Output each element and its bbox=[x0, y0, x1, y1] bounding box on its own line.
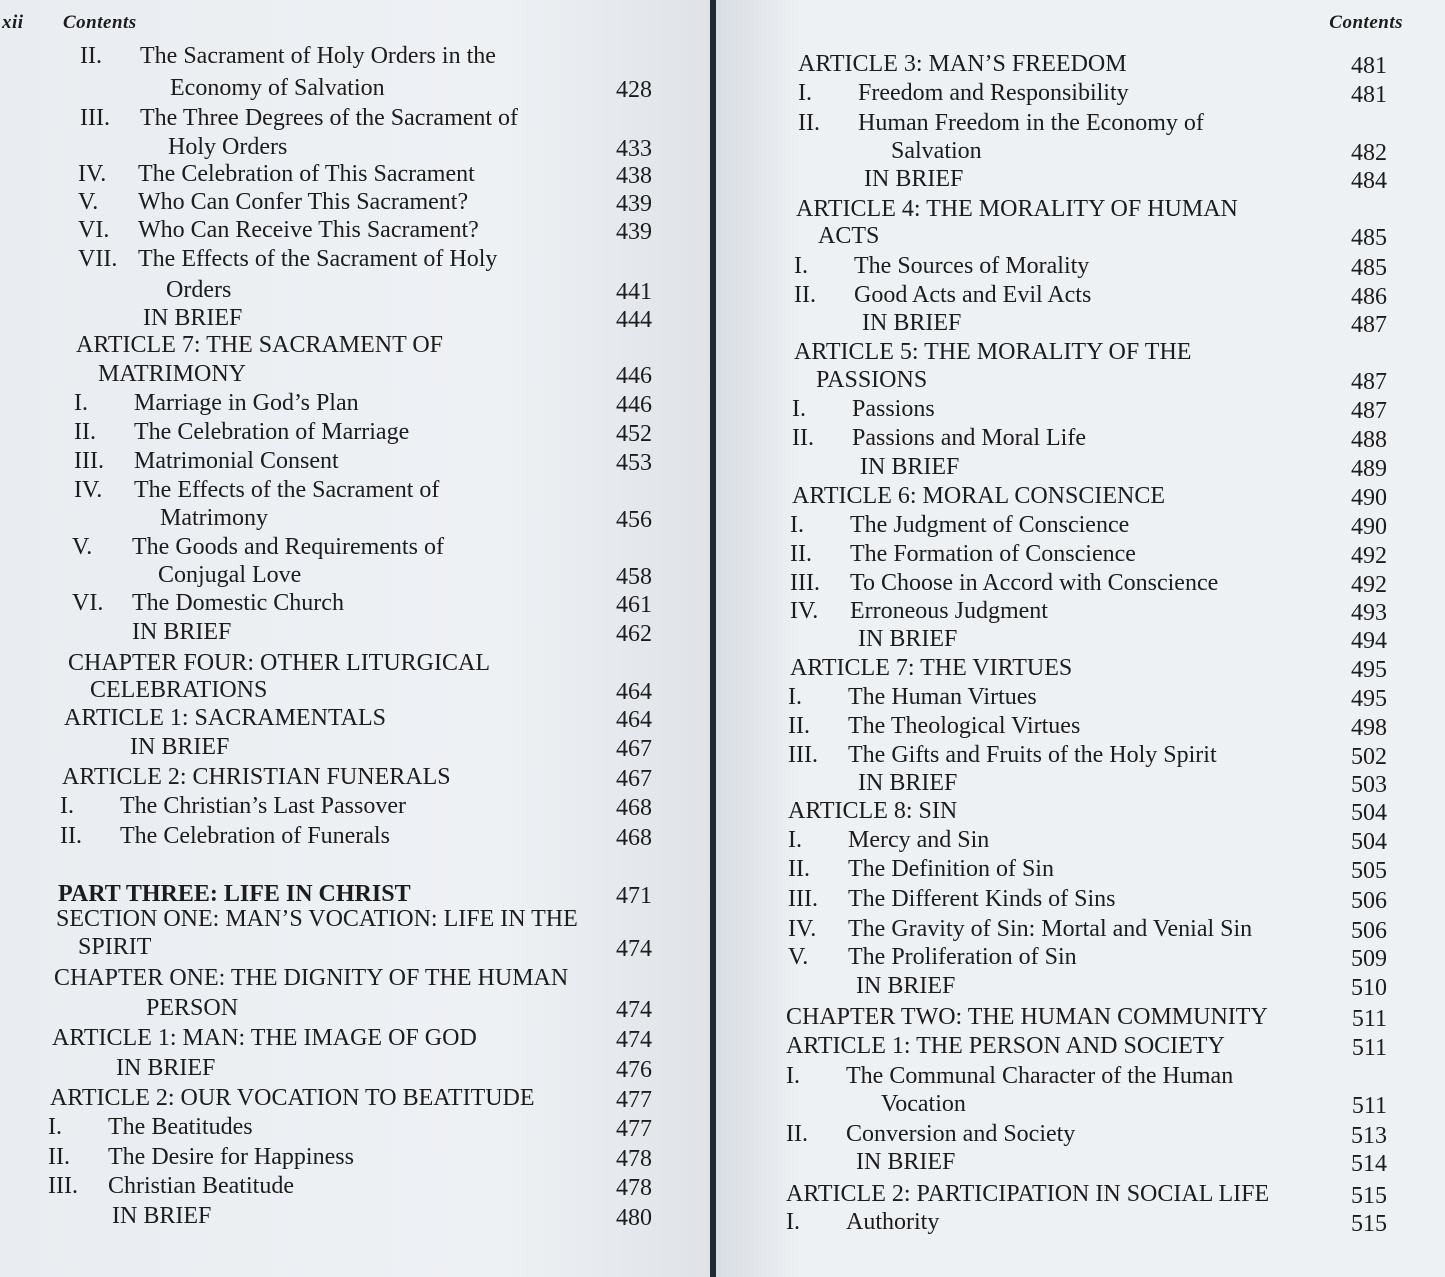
toc-page-number: 464 bbox=[616, 707, 652, 733]
toc-entry bbox=[170, 74, 385, 102]
toc-page-number: 511 bbox=[1351, 1093, 1387, 1119]
toc-page-number: 487 bbox=[1351, 369, 1387, 395]
toc-page-number: 476 bbox=[616, 1057, 652, 1083]
toc-page-number: 439 bbox=[616, 219, 652, 245]
toc-roman-numeral: III. bbox=[74, 448, 104, 474]
toc-roman-numeral: I. bbox=[60, 793, 74, 819]
toc-entry bbox=[76, 331, 443, 359]
toc-page-number: 485 bbox=[1351, 225, 1387, 251]
toc-entry-title: Christian Beatitude bbox=[108, 1173, 294, 1199]
toc-entry bbox=[860, 453, 959, 481]
toc-entry-title: PASSIONS bbox=[816, 367, 928, 393]
toc-page-number: 488 bbox=[1351, 427, 1387, 453]
toc-entry-title: ARTICLE 6: MORAL CONSCIENCE bbox=[792, 483, 1166, 509]
running-head: Contents bbox=[63, 12, 137, 33]
toc-page-number: 474 bbox=[616, 1027, 652, 1053]
toc-page-number: 438 bbox=[616, 163, 652, 189]
toc-roman-numeral: V. bbox=[788, 944, 809, 970]
toc-entry-title: Passions and Moral Life bbox=[852, 425, 1086, 451]
toc-page-number: 446 bbox=[616, 363, 652, 389]
toc-roman-numeral: III. bbox=[80, 105, 110, 131]
toc-entry-title: Conjugal Love bbox=[158, 562, 302, 588]
toc-entry-title: The Different Kinds of Sins bbox=[848, 886, 1116, 912]
toc-page-number: 495 bbox=[1351, 686, 1387, 712]
toc-entry bbox=[790, 597, 1048, 625]
toc-entry-title: The Sacrament of Holy Orders in the bbox=[140, 43, 496, 69]
toc-entry bbox=[48, 1172, 294, 1200]
toc-page-number: 514 bbox=[1351, 1151, 1387, 1177]
toc-entry bbox=[143, 304, 242, 332]
toc-page-number: 433 bbox=[616, 136, 652, 162]
toc-entry-title: ARTICLE 2: CHRISTIAN FUNERALS bbox=[62, 764, 451, 790]
toc-page-number: 510 bbox=[1351, 975, 1387, 1001]
toc-entry bbox=[788, 943, 1077, 971]
toc-page-number: 468 bbox=[616, 825, 652, 851]
toc-entry-title: The Beatitudes bbox=[108, 1114, 253, 1140]
toc-page-number: 481 bbox=[1351, 53, 1387, 79]
toc-entry bbox=[786, 1208, 939, 1236]
toc-entry-title: CELEBRATIONS bbox=[90, 677, 268, 703]
toc-entry-title: Marriage in God’s Plan bbox=[134, 390, 359, 416]
toc-page-number: 482 bbox=[1351, 140, 1387, 166]
toc-page-number: 513 bbox=[1351, 1123, 1387, 1149]
toc-entry-title: IN BRIEF bbox=[860, 454, 960, 480]
toc-entry-title: The Judgment of Conscience bbox=[850, 512, 1130, 538]
toc-entry-title: Erroneous Judgment bbox=[850, 598, 1048, 624]
toc-entry bbox=[792, 424, 1086, 452]
toc-entry bbox=[78, 245, 497, 273]
toc-entry-title: Matrimonial Consent bbox=[134, 448, 339, 474]
toc-roman-numeral: II. bbox=[798, 110, 820, 136]
toc-page-number: 480 bbox=[616, 1205, 652, 1231]
toc-page-number: 494 bbox=[1351, 628, 1387, 654]
toc-entry bbox=[132, 618, 231, 646]
toc-entry bbox=[166, 276, 231, 304]
toc-page-number: 477 bbox=[616, 1116, 652, 1142]
toc-page-number: 502 bbox=[1351, 744, 1387, 770]
toc-page-number: 467 bbox=[616, 766, 652, 792]
toc-entry bbox=[146, 994, 238, 1022]
toc-entry bbox=[74, 447, 339, 475]
toc-entry-title: Mercy and Sin bbox=[848, 827, 990, 853]
toc-entry-title: PART THREE: LIFE IN CHRIST bbox=[58, 881, 411, 907]
toc-entry-title: Salvation bbox=[891, 138, 982, 164]
toc-entry-title: The Gifts and Fruits of the Holy Spirit bbox=[848, 742, 1217, 768]
toc-roman-numeral: VII. bbox=[78, 246, 118, 272]
toc-page-number: 464 bbox=[616, 679, 652, 705]
toc-entry-title: Human Freedom in the Economy of bbox=[858, 110, 1204, 136]
toc-entry-title: IN BRIEF bbox=[862, 310, 962, 336]
toc-page-number: 505 bbox=[1351, 858, 1387, 884]
toc-page-number: 504 bbox=[1351, 800, 1387, 826]
toc-page-number: 478 bbox=[616, 1175, 652, 1201]
toc-entry bbox=[78, 160, 475, 188]
toc-roman-numeral: I. bbox=[790, 512, 804, 538]
toc-entry-title: ARTICLE 7: THE SACRAMENT OF bbox=[76, 332, 444, 358]
toc-entry-title: SPIRIT bbox=[78, 934, 152, 960]
toc-entry bbox=[788, 915, 1252, 943]
toc-entry-title: CHAPTER ONE: THE DIGNITY OF THE HUMAN bbox=[54, 965, 569, 991]
toc-entry bbox=[52, 1024, 477, 1052]
toc-roman-numeral: I. bbox=[48, 1114, 62, 1140]
toc-roman-numeral: IV. bbox=[78, 161, 107, 187]
toc-entry bbox=[90, 676, 267, 704]
toc-roman-numeral: II. bbox=[74, 419, 96, 445]
toc-entry-title: ARTICLE 7: THE VIRTUES bbox=[790, 655, 1073, 681]
toc-entry-title: IN BRIEF bbox=[864, 166, 964, 192]
toc-roman-numeral: II. bbox=[792, 425, 814, 451]
toc-entry bbox=[788, 712, 1080, 740]
toc-entry-title: Who Can Confer This Sacrament? bbox=[138, 189, 469, 215]
toc-entry-title: The Effects of the Sacrament of Holy bbox=[138, 246, 498, 272]
toc-page-number: 486 bbox=[1351, 284, 1387, 310]
toc-entry bbox=[786, 1032, 1225, 1060]
toc-page-number: 487 bbox=[1351, 398, 1387, 424]
toc-roman-numeral: I. bbox=[786, 1063, 800, 1089]
toc-entry bbox=[98, 360, 246, 388]
toc-roman-numeral: IV. bbox=[790, 598, 819, 624]
toc-entry bbox=[116, 1054, 215, 1082]
toc-page-number: 495 bbox=[1351, 657, 1387, 683]
toc-entry-title: ARTICLE 1: THE PERSON AND SOCIETY bbox=[786, 1033, 1225, 1059]
toc-page-number: 489 bbox=[1351, 456, 1387, 482]
toc-entry-title: Who Can Receive This Sacrament? bbox=[138, 217, 479, 243]
toc-entry-title: ARTICLE 8: SIN bbox=[788, 798, 958, 824]
toc-entry bbox=[78, 188, 468, 216]
toc-entry bbox=[798, 79, 1129, 107]
toc-entry bbox=[856, 1148, 955, 1176]
toc-roman-numeral: I. bbox=[792, 396, 806, 422]
toc-entry-title: Authority bbox=[846, 1209, 940, 1235]
toc-entry bbox=[74, 476, 439, 504]
toc-page-number: 492 bbox=[1351, 572, 1387, 598]
toc-entry-title: ARTICLE 5: THE MORALITY OF THE bbox=[794, 339, 1192, 365]
left-page bbox=[0, 0, 712, 1277]
toc-entry-title: IN BRIEF bbox=[112, 1203, 212, 1229]
toc-roman-numeral: II. bbox=[48, 1144, 70, 1170]
toc-page-number: 478 bbox=[616, 1146, 652, 1172]
toc-page-number: 487 bbox=[1351, 312, 1387, 338]
toc-entry bbox=[50, 1084, 535, 1112]
toc-entry bbox=[790, 511, 1129, 539]
toc-entry bbox=[68, 649, 490, 677]
page-folio: xii bbox=[2, 12, 24, 33]
toc-entry bbox=[786, 1003, 1268, 1031]
toc-entry bbox=[788, 885, 1116, 913]
toc-page-number: 446 bbox=[616, 392, 652, 418]
toc-page-number: 477 bbox=[616, 1087, 652, 1113]
toc-entry-title: The Proliferation of Sin bbox=[848, 944, 1077, 970]
toc-entry bbox=[78, 216, 479, 244]
toc-page-number: 492 bbox=[1351, 543, 1387, 569]
toc-page-number: 511 bbox=[1351, 1035, 1387, 1061]
toc-roman-numeral: II. bbox=[790, 541, 812, 567]
toc-page-number: 498 bbox=[1351, 715, 1387, 741]
toc-entry bbox=[788, 797, 957, 825]
toc-roman-numeral: VI. bbox=[72, 590, 104, 616]
toc-roman-numeral: I. bbox=[798, 80, 812, 106]
toc-entry-title: IN BRIEF bbox=[130, 734, 230, 760]
toc-roman-numeral: II. bbox=[786, 1121, 808, 1147]
toc-page-number: 467 bbox=[616, 736, 652, 762]
toc-entry bbox=[858, 769, 957, 797]
toc-roman-numeral: I. bbox=[786, 1209, 800, 1235]
toc-entry-title: Good Acts and Evil Acts bbox=[854, 282, 1092, 308]
toc-entry bbox=[72, 589, 344, 617]
toc-page-number: 515 bbox=[1351, 1211, 1387, 1237]
toc-entry-title: ARTICLE 1: MAN: THE IMAGE OF GOD bbox=[52, 1025, 477, 1051]
toc-roman-numeral: I. bbox=[74, 390, 88, 416]
toc-entry-title: IN BRIEF bbox=[116, 1055, 216, 1081]
toc-entry-title: IN BRIEF bbox=[858, 770, 958, 796]
toc-page-number: 471 bbox=[616, 883, 652, 909]
toc-entry bbox=[158, 561, 301, 589]
toc-entry bbox=[798, 109, 1204, 137]
toc-entry bbox=[74, 418, 409, 446]
toc-entry-title: The Celebration of This Sacrament bbox=[138, 161, 475, 187]
toc-page-number: 484 bbox=[1351, 168, 1387, 194]
toc-entry-title: IN BRIEF bbox=[856, 973, 956, 999]
toc-entry bbox=[798, 50, 1127, 78]
toc-entry bbox=[788, 855, 1054, 883]
toc-page-number: 444 bbox=[616, 307, 652, 333]
toc-roman-numeral: V. bbox=[72, 534, 93, 560]
toc-roman-numeral: II. bbox=[788, 856, 810, 882]
toc-entry-title: The Domestic Church bbox=[132, 590, 344, 616]
toc-entry bbox=[74, 389, 359, 417]
toc-entry-title: ACTS bbox=[818, 223, 880, 249]
toc-page-number: 462 bbox=[616, 621, 652, 647]
toc-entry bbox=[864, 165, 963, 193]
toc-entry bbox=[790, 569, 1218, 597]
toc-roman-numeral: V. bbox=[78, 189, 99, 215]
toc-entry bbox=[792, 482, 1165, 510]
toc-entry-title: ARTICLE 1: SACRAMENTALS bbox=[64, 705, 386, 731]
toc-entry-title: The Christian’s Last Passover bbox=[120, 793, 406, 819]
toc-entry-title: The Three Degrees of the Sacrament of bbox=[140, 105, 519, 131]
toc-entry-title: Orders bbox=[166, 277, 232, 303]
toc-entry-title: IN BRIEF bbox=[143, 305, 243, 331]
toc-entry bbox=[816, 366, 927, 394]
toc-page-number: 506 bbox=[1351, 888, 1387, 914]
running-head: Contents bbox=[1329, 12, 1403, 33]
toc-page-number: 474 bbox=[616, 936, 652, 962]
toc-entry bbox=[54, 964, 568, 992]
toc-page-number: 453 bbox=[616, 450, 652, 476]
toc-entry bbox=[790, 540, 1136, 568]
toc-entry-title: IN BRIEF bbox=[132, 619, 232, 645]
toc-entry bbox=[794, 338, 1191, 366]
toc-entry bbox=[130, 733, 229, 761]
toc-page-number: 439 bbox=[616, 191, 652, 217]
toc-page-number: 456 bbox=[616, 507, 652, 533]
toc-entry-title: The Goods and Requirements of bbox=[132, 534, 444, 560]
toc-roman-numeral: IV. bbox=[788, 916, 817, 942]
toc-entry bbox=[80, 42, 496, 70]
toc-entry-title: The Celebration of Marriage bbox=[134, 419, 410, 445]
toc-entry-title: CHAPTER FOUR: OTHER LITURGICAL bbox=[68, 650, 491, 676]
toc-page-number: 481 bbox=[1351, 82, 1387, 108]
toc-entry bbox=[160, 504, 268, 532]
toc-entry-title: Freedom and Responsibility bbox=[858, 80, 1129, 106]
toc-entry-title: Passions bbox=[852, 396, 935, 422]
toc-entry bbox=[60, 822, 390, 850]
toc-entry-title: The Formation of Conscience bbox=[850, 541, 1136, 567]
toc-entry-title: ARTICLE 2: OUR VOCATION TO BEATITUDE bbox=[50, 1085, 535, 1111]
toc-entry bbox=[786, 1062, 1233, 1090]
toc-entry-title: Economy of Salvation bbox=[170, 75, 385, 101]
toc-entry-title: The Desire for Happiness bbox=[108, 1144, 354, 1170]
toc-roman-numeral: I. bbox=[794, 253, 808, 279]
toc-entry bbox=[80, 104, 518, 132]
toc-entry bbox=[786, 1120, 1075, 1148]
toc-entry bbox=[796, 195, 1238, 223]
toc-entry bbox=[881, 1090, 966, 1118]
toc-entry-title: ARTICLE 4: THE MORALITY OF HUMAN bbox=[796, 196, 1238, 222]
toc-entry-title: The Gravity of Sin: Mortal and Venial Sin bbox=[848, 916, 1253, 942]
toc-entry bbox=[72, 533, 444, 561]
toc-entry bbox=[891, 137, 982, 165]
toc-page-number: 468 bbox=[616, 795, 652, 821]
toc-entry bbox=[786, 1180, 1269, 1208]
toc-entry-title: The Effects of the Sacrament of bbox=[134, 477, 440, 503]
toc-entry-title: Conversion and Society bbox=[846, 1121, 1076, 1147]
toc-page-number: 509 bbox=[1351, 946, 1387, 972]
toc-entry bbox=[858, 625, 957, 653]
toc-entry bbox=[56, 905, 578, 933]
toc-page-number: 503 bbox=[1351, 772, 1387, 798]
right-page bbox=[716, 0, 1445, 1277]
toc-entry bbox=[60, 792, 406, 820]
toc-entry-title: ARTICLE 2: PARTICIPATION IN SOCIAL LIFE bbox=[786, 1181, 1270, 1207]
toc-page-number: 490 bbox=[1351, 514, 1387, 540]
toc-page-number: 490 bbox=[1351, 485, 1387, 511]
toc-entry bbox=[788, 741, 1217, 769]
toc-entry bbox=[788, 826, 989, 854]
toc-page-number: 504 bbox=[1351, 829, 1387, 855]
toc-entry bbox=[792, 395, 935, 423]
toc-entry-title: The Theological Virtues bbox=[848, 713, 1081, 739]
toc-entry-title: IN BRIEF bbox=[858, 626, 958, 652]
toc-entry bbox=[790, 654, 1072, 682]
toc-entry bbox=[168, 133, 287, 161]
toc-entry bbox=[64, 704, 386, 732]
toc-entry-title: IN BRIEF bbox=[856, 1149, 956, 1175]
toc-page-number: 452 bbox=[616, 421, 652, 447]
toc-entry bbox=[818, 222, 879, 250]
toc-entry-title: CHAPTER TWO: THE HUMAN COMMUNITY bbox=[786, 1004, 1268, 1030]
toc-entry-title: To Choose in Accord with Conscience bbox=[850, 570, 1219, 596]
toc-entry bbox=[48, 1113, 253, 1141]
toc-roman-numeral: I. bbox=[788, 827, 802, 853]
toc-entry-title: Matrimony bbox=[160, 505, 268, 531]
toc-entry bbox=[78, 933, 151, 961]
toc-roman-numeral: II. bbox=[794, 282, 816, 308]
toc-entry bbox=[794, 281, 1091, 309]
toc-entry-title: ARTICLE 3: MAN’S FREEDOM bbox=[798, 51, 1127, 77]
toc-entry-title: Holy Orders bbox=[168, 134, 288, 160]
toc-entry-title: The Sources of Morality bbox=[854, 253, 1090, 279]
toc-entry-title: The Definition of Sin bbox=[848, 856, 1054, 882]
toc-entry bbox=[862, 309, 961, 337]
toc-page-number: 485 bbox=[1351, 255, 1387, 281]
toc-roman-numeral: IV. bbox=[74, 477, 103, 503]
toc-page-number: 511 bbox=[1351, 1006, 1387, 1032]
toc-entry bbox=[788, 683, 1037, 711]
toc-roman-numeral: III. bbox=[790, 570, 820, 596]
toc-roman-numeral: II. bbox=[80, 43, 102, 69]
toc-entry-title: The Human Virtues bbox=[848, 684, 1037, 710]
toc-entry-title: Vocation bbox=[881, 1091, 966, 1117]
toc-entry-title: The Communal Character of the Human bbox=[846, 1063, 1234, 1089]
toc-entry-title: PERSON bbox=[146, 995, 239, 1021]
toc-roman-numeral: II. bbox=[788, 713, 810, 739]
toc-entry bbox=[112, 1202, 211, 1230]
toc-page-number: 474 bbox=[616, 997, 652, 1023]
toc-entry bbox=[62, 763, 451, 791]
toc-roman-numeral: III. bbox=[788, 886, 818, 912]
toc-entry bbox=[58, 880, 411, 908]
toc-entry bbox=[794, 252, 1089, 280]
toc-page-number: 493 bbox=[1351, 600, 1387, 626]
toc-entry bbox=[856, 972, 955, 1000]
toc-roman-numeral: II. bbox=[60, 823, 82, 849]
toc-entry-title: MATRIMONY bbox=[98, 361, 247, 387]
toc-page-number: 515 bbox=[1351, 1183, 1387, 1209]
toc-page-number: 441 bbox=[616, 279, 652, 305]
toc-page-number: 461 bbox=[616, 592, 652, 618]
toc-entry-title: The Celebration of Funerals bbox=[120, 823, 390, 849]
toc-page-number: 458 bbox=[616, 564, 652, 590]
toc-roman-numeral: III. bbox=[788, 742, 818, 768]
toc-page-number: 428 bbox=[616, 77, 652, 103]
toc-roman-numeral: I. bbox=[788, 684, 802, 710]
toc-roman-numeral: VI. bbox=[78, 217, 110, 243]
toc-page-number: 506 bbox=[1351, 918, 1387, 944]
toc-roman-numeral: III. bbox=[48, 1173, 78, 1199]
toc-entry bbox=[48, 1143, 354, 1171]
toc-entry-title: SECTION ONE: MAN’S VOCATION: LIFE IN THE bbox=[56, 906, 578, 932]
